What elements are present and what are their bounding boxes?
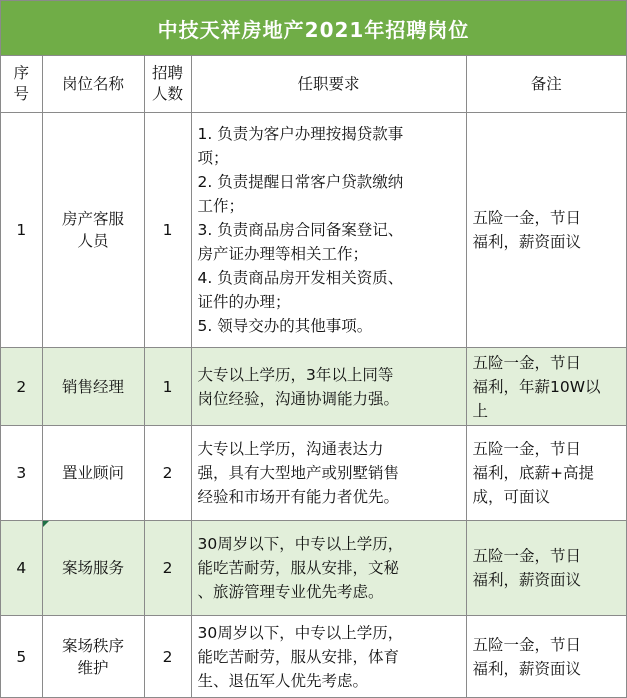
note-line: 五险一金，节日 (472, 440, 582, 458)
row-position (42, 113, 144, 348)
row-notes (466, 616, 626, 698)
requirement-line: 3. 负责商品房合同备案登记、 (197, 221, 404, 239)
row-count: 1 (144, 113, 191, 348)
requirement-line: 强，具有大型地产或别墅销售 (197, 464, 400, 482)
row-notes (466, 521, 626, 616)
row-requirements (191, 521, 466, 616)
header-row (1, 56, 626, 113)
position-line: 销售经理 (61, 377, 124, 396)
requirement-line: 生、退伍军人优先考虑。 (197, 671, 369, 690)
row-notes (466, 426, 626, 521)
row-position (42, 521, 144, 616)
row-seq: 2 (1, 348, 42, 426)
requirement-line: 、旅游管理专业优先考虑。 (197, 583, 384, 601)
row-count: 1 (144, 348, 191, 426)
requirement-line: 5. 领导交办的其他事项。 (197, 317, 373, 335)
requirement-line: 证件的办理； (197, 293, 291, 311)
position-line: 案场秩序 (61, 636, 124, 655)
row-position (42, 348, 144, 426)
row-count: 2 (144, 616, 191, 698)
row-seq: 3 (1, 426, 42, 521)
table-row (1, 426, 626, 521)
position-line: 维护 (77, 658, 109, 677)
requirement-line: 大专以上学历，3年以上同等 (197, 365, 394, 384)
requirement-line: 房产证办理等相关工作； (197, 245, 369, 263)
row-seq: 1 (1, 113, 42, 348)
note-line: 福利，薪资面议 (472, 233, 582, 251)
position-line: 房产客服 (61, 210, 124, 228)
table-row (1, 616, 626, 698)
header-seq-line: 号 (13, 85, 29, 103)
header-count (144, 56, 191, 113)
header-position: 岗位名称 (42, 56, 144, 113)
page-title: 中技天祥房地产2021年招聘岗位 (1, 1, 626, 56)
note-line: 福利，底薪+高提 (472, 464, 594, 482)
header-count-line: 人数 (151, 85, 183, 103)
row-notes (466, 113, 626, 348)
requirement-line: 项； (197, 149, 229, 167)
requirement-line: 能吃苦耐劳，服从安排，文秘 (197, 559, 400, 577)
header-notes: 备注 (466, 56, 626, 113)
row-position (42, 426, 144, 521)
table-row (1, 521, 626, 616)
requirement-line: 工作； (197, 197, 245, 215)
requirement-line: 30周岁以下，中专以上学历， (197, 623, 404, 642)
table-row (1, 113, 626, 348)
note-line: 五险一金，节日 (472, 209, 582, 227)
header-requirements: 任职要求 (191, 56, 466, 113)
note-line: 福利，薪资面议 (472, 571, 582, 589)
requirement-line: 1. 负责为客户办理按揭贷款事 (197, 125, 404, 143)
positions-table (1, 56, 626, 698)
position-line: 置业顾问 (61, 464, 124, 482)
note-line: 上 (472, 401, 489, 420)
header-seq-line: 序 (13, 64, 29, 82)
requirement-line: 经验和市场开有能力者优先。 (197, 488, 400, 506)
row-requirements (191, 426, 466, 521)
row-notes (466, 348, 626, 426)
row-position (42, 616, 144, 698)
row-seq: 4 (1, 521, 42, 616)
position-line: 人员 (77, 232, 109, 250)
row-requirements (191, 348, 466, 426)
row-requirements (191, 113, 466, 348)
note-line: 福利，薪资面议 (472, 659, 582, 678)
header-seq (1, 56, 42, 113)
header-count-line: 招聘 (151, 64, 183, 82)
table-row (1, 348, 626, 426)
row-count: 2 (144, 426, 191, 521)
position-line: 案场服务 (61, 559, 124, 577)
requirement-line: 2. 负责提醒日常客户贷款缴纳 (197, 173, 404, 191)
row-count: 2 (144, 521, 191, 616)
requirement-line: 能吃苦耐劳，服从安排，体育 (197, 647, 400, 666)
note-line: 成，可面议 (472, 488, 551, 506)
requirement-line: 4. 负责商品房开发相关资质、 (197, 269, 404, 287)
comment-marker-icon (43, 521, 49, 527)
note-line: 五险一金，节日 (472, 353, 582, 372)
requirement-line: 30周岁以下，中专以上学历， (197, 535, 404, 553)
note-line: 五险一金，节日 (472, 547, 582, 565)
note-line: 福利，年薪10W以 (472, 377, 601, 396)
row-seq: 5 (1, 616, 42, 698)
requirement-line: 大专以上学历，沟通表达力 (197, 440, 384, 458)
requirement-line: 岗位经验，沟通协调能力强。 (197, 389, 400, 408)
row-requirements (191, 616, 466, 698)
note-line: 五险一金，节日 (472, 635, 582, 654)
